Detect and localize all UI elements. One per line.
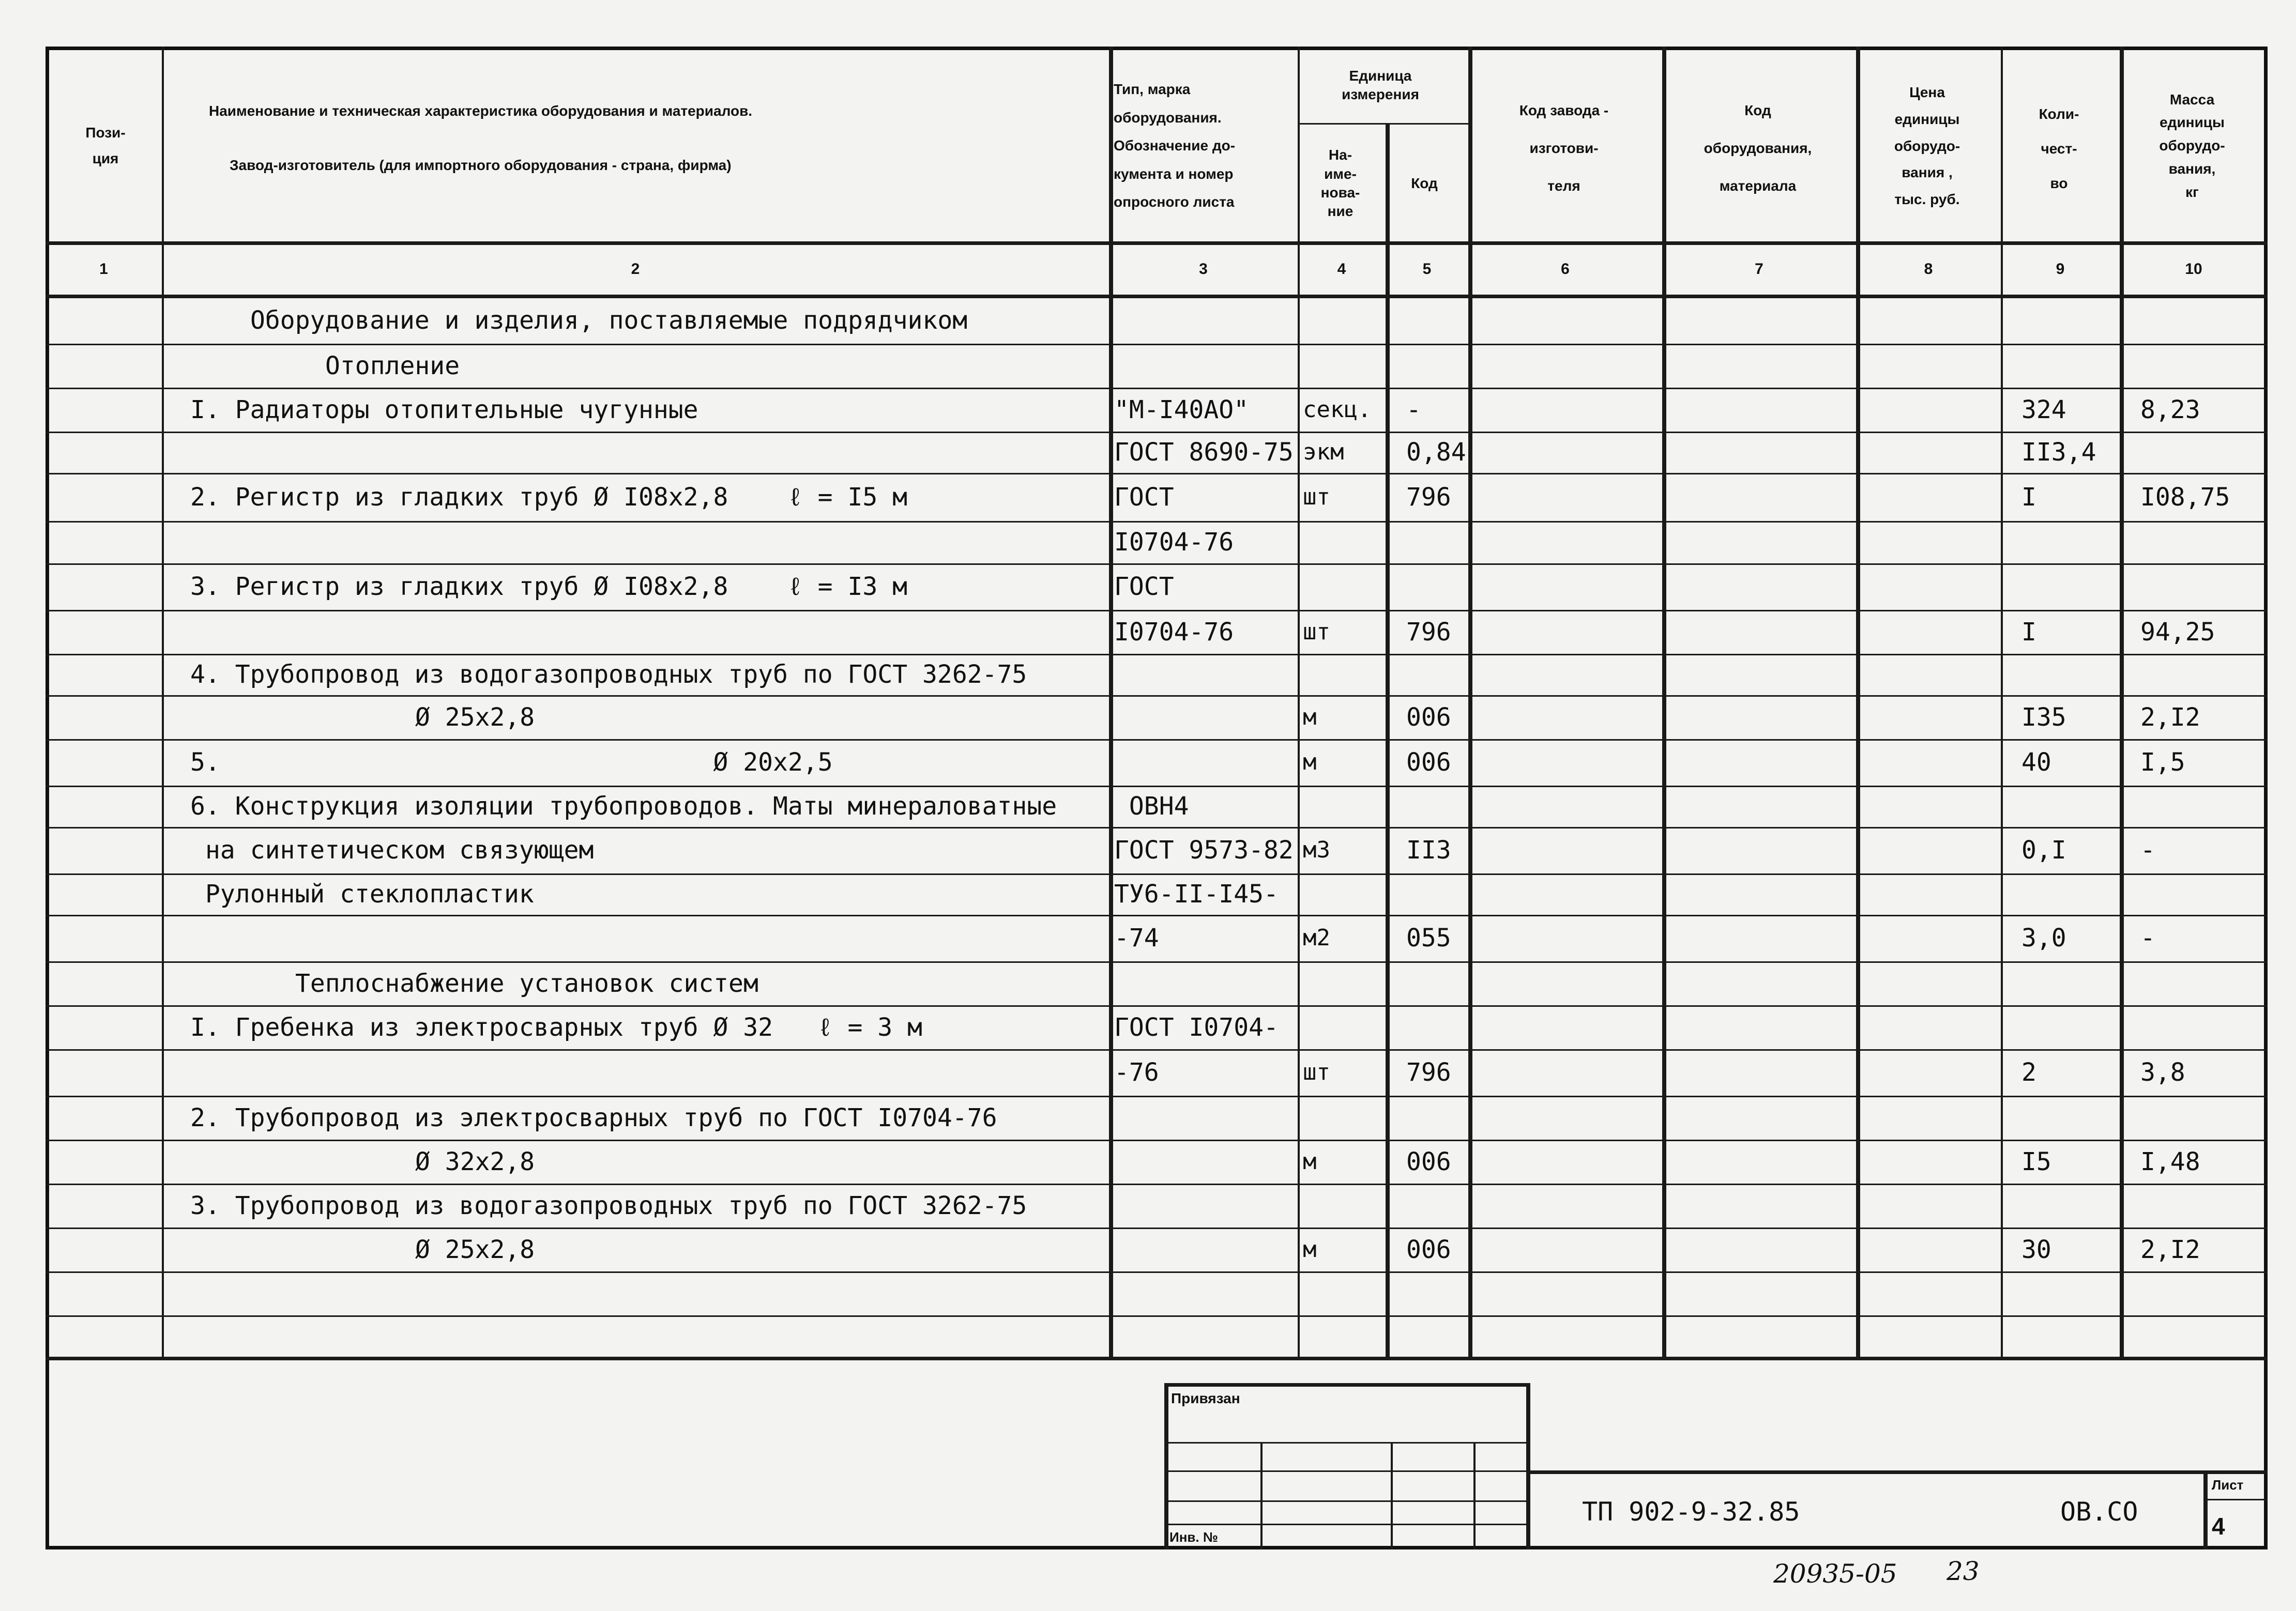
row-line: [45, 1228, 162, 1229]
column-line: [1662, 47, 1666, 1357]
row-line: [162, 563, 2268, 565]
column-number: 7: [1755, 260, 1763, 278]
unit-code-cell: [1406, 1271, 1468, 1315]
header-quantity: Коли- чест- во: [2039, 105, 2079, 192]
mass-cell: [2140, 521, 2268, 563]
unit-code-cell: [1406, 344, 1468, 388]
row-line: [162, 473, 2268, 474]
position-cell: [51, 961, 162, 1005]
position-cell: [51, 563, 162, 610]
quantity-cell: II3,4: [2021, 438, 2096, 467]
archive-page-number: 23: [1947, 1556, 1980, 1586]
type-cell: [1114, 1271, 1298, 1315]
position-cell: [51, 432, 162, 473]
row-line: [162, 961, 2268, 963]
position-cell: [51, 654, 162, 695]
row-line: [162, 521, 2268, 523]
quantity-cell: [2021, 344, 2120, 388]
type-cell: I0704-76: [1114, 617, 1234, 647]
mass-cell: [2140, 563, 2268, 610]
row-line: [162, 1049, 2268, 1051]
row-line: [162, 695, 2268, 697]
unit-code-cell: [1406, 1315, 1468, 1357]
row-line: [45, 1005, 162, 1007]
name-cell: на синтетическом связующем: [205, 836, 594, 865]
quantity-cell: 3,0: [2021, 924, 2066, 953]
mass-cell: [2140, 654, 2268, 695]
row-line: [45, 1271, 162, 1273]
type-cell: ОВН4: [1114, 792, 1189, 821]
column-number: 6: [1561, 260, 1570, 278]
row-line: [162, 344, 2268, 345]
row-line: [45, 1049, 162, 1051]
mass-cell: I08,75: [2140, 482, 2230, 512]
quantity-cell: [2021, 1184, 2120, 1228]
mass-cell: [2140, 961, 2268, 1005]
mass-cell: 8,23: [2140, 395, 2200, 424]
row-line: [162, 873, 2268, 875]
type-cell: ГОСТ I0704-: [1114, 1012, 1279, 1042]
column-line: [1298, 47, 1300, 1357]
unit-code-cell: [1406, 1005, 1468, 1049]
type-cell: ТУ6-II-I45-: [1114, 880, 1279, 909]
column-line: [1856, 47, 1860, 1357]
type-cell: [1114, 961, 1298, 1005]
unit-code-cell: [1406, 873, 1468, 915]
row-line: [45, 961, 162, 963]
stamp-sheet-line: [2203, 1499, 2268, 1500]
row-line: [45, 786, 162, 787]
unit-code-cell: [1406, 1184, 1468, 1228]
quantity-cell: 40: [2021, 748, 2051, 777]
type-cell: ГОСТ: [1114, 482, 1174, 512]
row-line: [45, 1140, 162, 1141]
quantity-cell: 2: [2021, 1058, 2036, 1087]
row-line: [45, 654, 162, 655]
unit-code-cell: -: [1406, 395, 1421, 424]
stamp-doc-line: [1528, 1470, 2267, 1474]
type-cell: [1114, 654, 1298, 695]
stamp-line: [1391, 1442, 1393, 1549]
mass-cell: [2140, 1315, 2268, 1357]
column-number: 9: [2056, 260, 2065, 278]
position-cell: [51, 1228, 162, 1271]
name-cell: Отопление: [325, 351, 460, 380]
name-cell: Ø 32х2,8: [415, 1147, 535, 1176]
row-line: [45, 873, 162, 875]
name-cell: [190, 432, 1109, 473]
name-cell: Оборудование и изделия, поставляемые подрядчиком: [250, 306, 968, 335]
unit-name-cell: [1303, 1184, 1386, 1228]
mass-cell: [2140, 873, 2268, 915]
position-cell: [51, 695, 162, 739]
type-cell: -74: [1114, 924, 1159, 953]
row-line: [45, 521, 162, 523]
name-cell: [190, 1271, 1109, 1315]
type-cell: [1114, 1315, 1298, 1357]
row-line: [45, 1184, 162, 1185]
row-line: [162, 1315, 2268, 1317]
column-number: 5: [1422, 260, 1432, 278]
unit-code-cell: [1406, 1096, 1468, 1140]
row-line: [45, 1315, 162, 1317]
type-cell: [1114, 344, 1298, 388]
column-line: [2120, 47, 2124, 1357]
unit-name-cell: секц.: [1303, 396, 1372, 423]
position-cell: [51, 873, 162, 915]
type-cell: [1114, 1096, 1298, 1140]
unit-code-cell: [1406, 654, 1468, 695]
mass-cell: [2140, 344, 2268, 388]
type-cell: [1114, 1140, 1298, 1184]
row-line: [45, 563, 162, 565]
row-line: [162, 1096, 2268, 1097]
mass-cell: 94,25: [2140, 617, 2215, 647]
row-line: [162, 1184, 2268, 1185]
unit-name-cell: м: [1303, 1148, 1317, 1175]
stamp-top-line: [1166, 1383, 1528, 1387]
name-cell: 2. Регистр из гладких труб Ø I08х2,8 ℓ = I5 м: [190, 482, 908, 512]
table-bottom-line: [45, 1357, 2268, 1360]
row-line: [162, 739, 2268, 741]
quantity-cell: [2021, 654, 2120, 695]
type-cell: "М-I40АО": [1114, 395, 1249, 424]
quantity-cell: [2021, 786, 2120, 827]
quantity-cell: 30: [2021, 1235, 2051, 1264]
mass-cell: [2140, 1271, 2268, 1315]
column-number: 4: [1337, 260, 1346, 278]
header-unit-group: Единица измерения: [1342, 67, 1419, 102]
mass-cell: -: [2140, 836, 2155, 865]
unit-name-cell: м: [1303, 1236, 1317, 1263]
row-line: [45, 827, 162, 828]
quantity-cell: 0,I: [2021, 836, 2066, 865]
row-line: [45, 695, 162, 697]
unit-code-cell: 055: [1406, 924, 1451, 953]
row-line: [162, 1140, 2268, 1141]
row-line: [162, 388, 2268, 389]
type-cell: [1114, 297, 1298, 344]
row-line: [162, 654, 2268, 655]
row-line: [162, 1271, 2268, 1273]
column-number: 3: [1199, 260, 1208, 278]
row-line: [45, 432, 162, 433]
quantity-cell: [2021, 1315, 2120, 1357]
numbers-bottom-line: [45, 295, 2268, 298]
header-unit-split: [1298, 123, 1468, 125]
column-number: 2: [631, 260, 640, 278]
unit-code-cell: [1406, 297, 1468, 344]
stamp-mark: ОВ.СО: [2060, 1497, 2138, 1527]
stamp-sheet-divider: [2203, 1470, 2208, 1549]
name-cell: 6. Конструкция изоляции трубопроводов. Маты минераловатные: [190, 792, 1057, 821]
unit-name-cell: шт: [1303, 1059, 1330, 1085]
position-cell: [51, 473, 162, 521]
row-line: [45, 473, 162, 474]
row-line: [45, 739, 162, 741]
quantity-cell: [2021, 521, 2120, 563]
column-line: [1468, 47, 1472, 1357]
name-cell: Теплоснабжение установок систем: [295, 969, 758, 998]
position-cell: [51, 786, 162, 827]
name-cell: [190, 610, 1109, 654]
header-equipment-code: Код оборудования, материала: [1704, 102, 1812, 194]
position-cell: [51, 1096, 162, 1140]
unit-code-cell: 006: [1406, 748, 1451, 777]
stamp-line: [1260, 1442, 1263, 1549]
mass-cell: [2140, 1005, 2268, 1049]
archive-number: 20935-05: [1773, 1559, 1897, 1589]
quantity-cell: [2021, 297, 2120, 344]
mass-cell: [2140, 1096, 2268, 1140]
unit-code-cell: [1406, 563, 1468, 610]
unit-code-cell: 006: [1406, 702, 1451, 732]
unit-code-cell: 006: [1406, 1235, 1451, 1264]
column-line: [2001, 47, 2003, 1357]
unit-name-cell: шт: [1303, 483, 1330, 510]
unit-name-cell: м2: [1303, 925, 1330, 951]
position-cell: [51, 915, 162, 961]
name-cell: 5. Ø 20х2,5: [190, 748, 833, 777]
header-type-mark: Тип, марка оборудования. Обозначение до- кумента и номер опросного листа: [1114, 81, 1236, 210]
unit-name-cell: [1303, 1005, 1386, 1049]
quantity-cell: [2021, 961, 2120, 1005]
position-cell: [51, 1271, 162, 1315]
type-cell: I0704-76: [1114, 528, 1234, 557]
position-cell: [51, 827, 162, 873]
unit-name-cell: [1303, 1271, 1386, 1315]
name-cell: [190, 521, 1109, 563]
mass-cell: [2140, 297, 2268, 344]
header-name-line2: Завод-изготовитель (для импортного оборудования - страна, фирма): [230, 157, 732, 173]
unit-code-cell: II3: [1406, 836, 1451, 865]
unit-name-cell: [1303, 786, 1386, 827]
header-maker-code: Код завода - изготови- теля: [1519, 102, 1609, 194]
position-cell: [51, 1315, 162, 1357]
name-cell: 4. Трубопровод из водогазопроводных труб по ГОСТ 3262-75: [190, 660, 1027, 689]
column-number: 1: [99, 260, 108, 278]
stamp-line: [1473, 1442, 1476, 1549]
mass-cell: 2,I2: [2140, 702, 2200, 732]
position-cell: [51, 521, 162, 563]
unit-code-cell: 796: [1406, 1058, 1451, 1087]
name-cell: [190, 1049, 1109, 1096]
unit-name-cell: м3: [1303, 837, 1330, 863]
quantity-cell: I35: [2021, 702, 2066, 732]
mass-cell: -: [2140, 924, 2155, 953]
stamp-inventory-number: Инв. №: [1169, 1529, 1218, 1545]
column-line: [162, 47, 164, 1357]
type-cell: ГОСТ: [1114, 572, 1174, 601]
stamp-privyazan: Привязан: [1171, 1390, 1240, 1406]
unit-code-cell: [1406, 786, 1468, 827]
row-line: [45, 915, 162, 916]
type-cell: -76: [1114, 1058, 1159, 1087]
type-cell: [1114, 695, 1298, 739]
quantity-cell: I: [2021, 482, 2036, 512]
type-cell: [1114, 1228, 1298, 1271]
position-cell: [51, 610, 162, 654]
unit-code-cell: 0,84: [1406, 438, 1466, 467]
unit-name-cell: экм: [1303, 439, 1344, 465]
row-line: [45, 388, 162, 389]
header-unit-code: Код: [1411, 175, 1438, 191]
unit-name-cell: м: [1303, 703, 1317, 730]
header-unit-name: На- име- нова- ние: [1320, 147, 1360, 220]
unit-name-cell: [1303, 873, 1386, 915]
name-cell: Ø 25х2,8: [415, 1235, 535, 1264]
name-cell: I. Радиаторы отопительные чугунные: [190, 395, 698, 424]
type-cell: ГОСТ 8690-75: [1114, 438, 1294, 467]
row-line: [162, 1005, 2268, 1007]
quantity-cell: 324: [2021, 395, 2066, 424]
name-cell: 3. Трубопровод из водогазопроводных труб по ГОСТ 3262-75: [190, 1191, 1027, 1220]
header-unit-mass: Масса единицы оборудо- вания, кг: [2159, 91, 2225, 200]
stamp-document-code: ТП 902-9-32.85: [1582, 1497, 1800, 1527]
position-cell: [51, 739, 162, 786]
quantity-cell: I: [2021, 617, 2036, 647]
row-line: [162, 786, 2268, 787]
position-cell: [51, 344, 162, 388]
header-unit-price: Цена единицы оборудо- вания , тыс. руб.: [1894, 84, 1960, 208]
name-cell: I. Гребенка из электросварных труб Ø 32 ℓ = 3 м: [190, 1012, 922, 1042]
mass-cell: I,48: [2140, 1147, 2200, 1176]
position-cell: [51, 1005, 162, 1049]
position-cell: [51, 1140, 162, 1184]
type-cell: [1114, 739, 1298, 786]
header-name-line1: Наименование и техническая характеристика оборудования и материалов.: [209, 102, 753, 119]
mass-cell: 3,8: [2140, 1058, 2185, 1087]
unit-code-cell: 796: [1406, 617, 1451, 647]
column-number: 10: [2185, 260, 2202, 278]
column-line: [1109, 47, 1113, 1357]
unit-code-cell: 006: [1406, 1147, 1451, 1176]
unit-name-cell: [1303, 563, 1386, 610]
row-line: [45, 1096, 162, 1097]
name-cell: 3. Регистр из гладких труб Ø I08х2,8 ℓ = I3 м: [190, 572, 908, 601]
unit-name-cell: шт: [1303, 618, 1330, 645]
position-cell: [51, 1049, 162, 1096]
stamp-sheet-label: Лист: [2212, 1477, 2244, 1493]
mass-cell: 2,I2: [2140, 1235, 2200, 1264]
mass-cell: [2140, 786, 2268, 827]
name-cell: [190, 915, 1109, 961]
column-line: [1386, 123, 1390, 1357]
row-line: [162, 432, 2268, 433]
quantity-cell: [2021, 1271, 2120, 1315]
row-line: [162, 1228, 2268, 1229]
row-line: [45, 610, 162, 611]
position-cell: [51, 388, 162, 432]
mass-cell: [2140, 1184, 2268, 1228]
row-line: [162, 915, 2268, 916]
row-line: [45, 344, 162, 345]
quantity-cell: [2021, 563, 2120, 610]
unit-name-cell: [1303, 344, 1386, 388]
name-cell: Рулонный стеклопластик: [205, 880, 534, 909]
unit-name-cell: [1303, 297, 1386, 344]
stamp-sheet-number: 4: [2212, 1512, 2225, 1540]
type-cell: ГОСТ 9573-82: [1114, 836, 1294, 865]
name-cell: [190, 1315, 1109, 1357]
quantity-cell: [2021, 873, 2120, 915]
name-cell: 2. Трубопровод из электросварных труб по ГОСТ I0704-76: [190, 1103, 997, 1132]
header-position: Пози- ция: [85, 124, 126, 166]
unit-code-cell: [1406, 961, 1468, 1005]
unit-name-cell: [1303, 521, 1386, 563]
type-cell: [1114, 1184, 1298, 1228]
unit-name-cell: [1303, 1315, 1386, 1357]
unit-name-cell: [1303, 1096, 1386, 1140]
name-cell: Ø 25х2,8: [415, 702, 535, 732]
quantity-cell: [2021, 1005, 2120, 1049]
mass-cell: I,5: [2140, 748, 2185, 777]
quantity-cell: [2021, 1096, 2120, 1140]
unit-name-cell: [1303, 654, 1386, 695]
row-line: [162, 827, 2268, 828]
row-line: [162, 610, 2268, 611]
column-number: 8: [1924, 260, 1933, 278]
unit-name-cell: [1303, 961, 1386, 1005]
unit-name-cell: м: [1303, 749, 1317, 775]
unit-code-cell: 796: [1406, 482, 1451, 512]
position-cell: [51, 1184, 162, 1228]
unit-code-cell: [1406, 521, 1468, 563]
quantity-cell: I5: [2021, 1147, 2051, 1176]
header-bottom-line: [45, 241, 2268, 245]
mass-cell: [2140, 432, 2268, 473]
position-cell: [51, 297, 162, 344]
